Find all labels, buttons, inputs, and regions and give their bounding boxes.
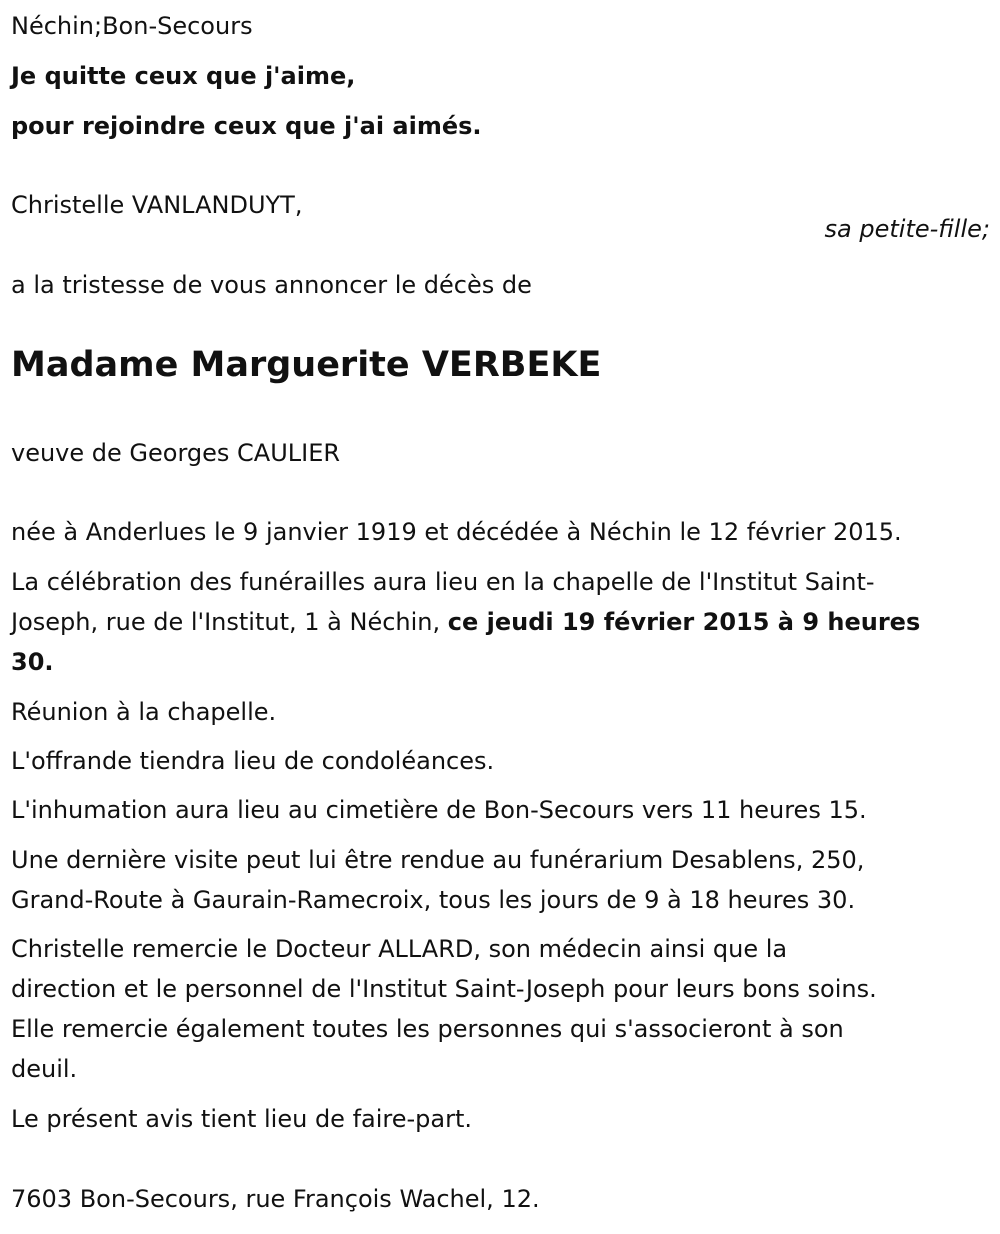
thanks-line-1: Christelle remercie le Docteur ALLARD, son médecin ainsi que la [11, 935, 788, 963]
visit-line-1: Une dernière visite peut lui être rendue au funérarium Desablens, 250, [11, 846, 865, 874]
visit-line-2: Grand-Route à Gaurain-Ramecroix, tous les jours de 9 à 18 heures 30. [11, 886, 856, 914]
quote-line-1: Je quitte ceux que j'aime, [11, 62, 356, 90]
thanks-line-3: Elle remercie également toutes les personnes qui s'associeront à son [11, 1015, 844, 1043]
announcement-text: a la tristesse de vous annoncer le décès de [11, 271, 532, 299]
spouse-line: veuve de Georges CAULIER [11, 439, 341, 467]
reunion-line: Réunion à la chapelle. [11, 698, 277, 726]
faire-part-notice: Le présent avis tient lieu de faire-part. [11, 1105, 473, 1133]
thanks-line-2: direction et le personnel de l'Institut Saint-Joseph pour leurs bons soins. [11, 975, 877, 1003]
ceremony-location: Joseph, rue de l'Institut, 1 à Néchin, [11, 608, 448, 636]
offering-line: L'offrande tiendra lieu de condoléances. [11, 747, 495, 775]
location-line: Néchin;Bon-Secours [11, 12, 253, 40]
ceremony-line-1: La célébration des funérailles aura lieu en la chapelle de l'Institut Saint- [11, 568, 875, 596]
thanks-line-4: deuil. [11, 1055, 78, 1083]
ceremony-time-end: 30. [11, 648, 54, 676]
ceremony-line-2 [11, 602, 920, 642]
burial-line: L'inhumation aura lieu au cimetière de Bon-Secours vers 11 heures 15. [11, 796, 867, 824]
ceremony-date: ce jeudi 19 février 2015 à 9 heures [447, 608, 921, 636]
deceased-name: Madame Marguerite VERBEKE [11, 345, 602, 385]
quote-line-2: pour rejoindre ceux que j'ai aimés. [11, 112, 482, 140]
family-address: 7603 Bon-Secours, rue François Wachel, 12. [11, 1185, 540, 1213]
birth-death-line: née à Anderlues le 9 janvier 1919 et décédée à Néchin le 12 février 2015. [11, 518, 902, 546]
family-member-name: Christelle VANLANDUYT, [11, 191, 303, 219]
family-member-relation: sa petite-fille; [824, 215, 990, 243]
